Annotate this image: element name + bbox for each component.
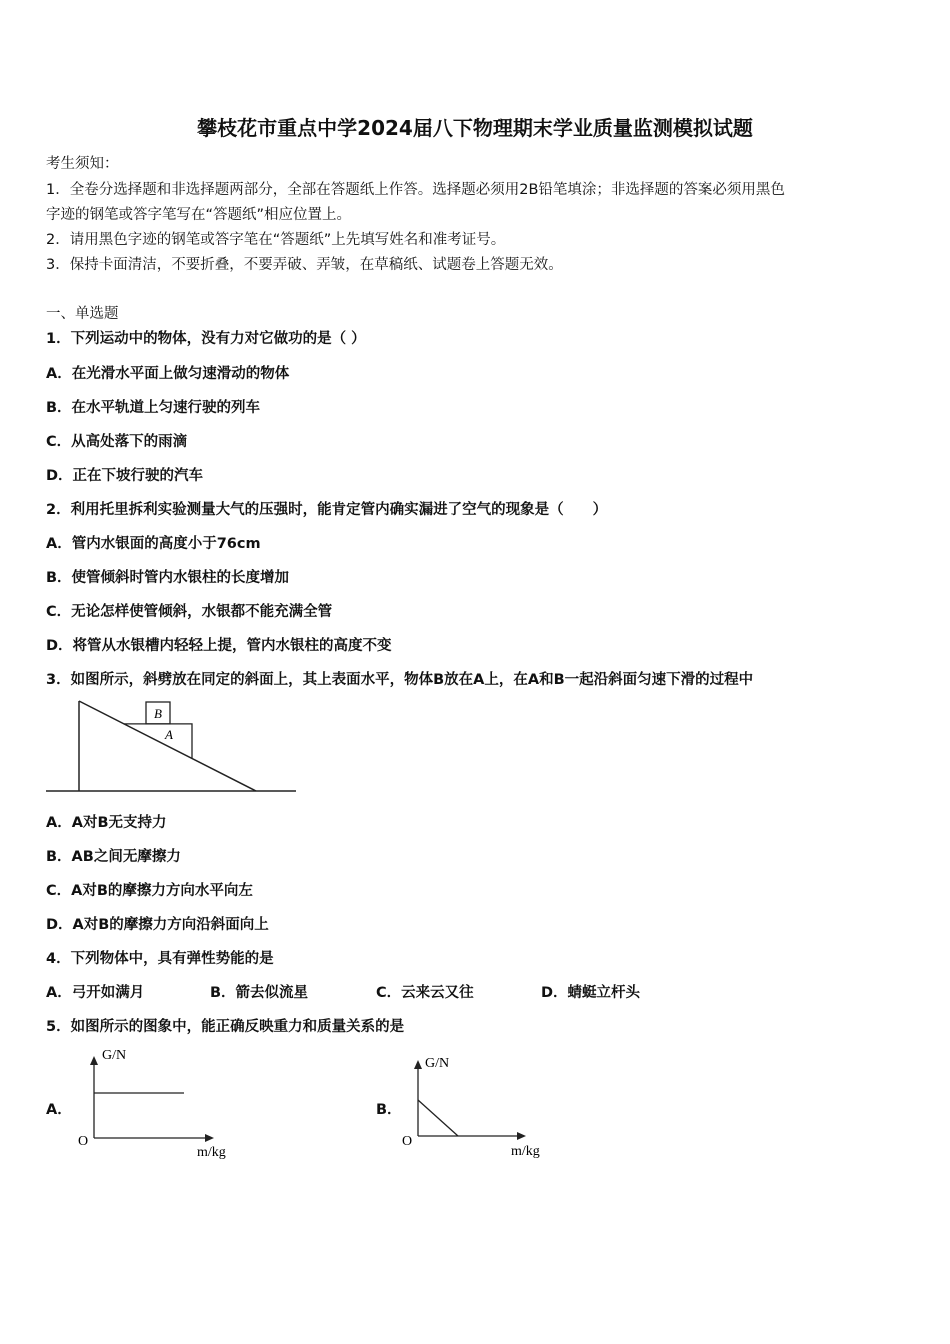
question-4-stem: 4．下列物体中，具有弹性势能的是 [46,951,274,967]
question-1-stem: 1．下列运动中的物体，没有力对它做功的是（ ） [46,331,366,347]
notice-item: 1．全卷分选择题和非选择题两部分，全部在答题纸上作答。选择题必须用2B铅笔填涂；非选择题的答案必须用黑色 [46,182,785,198]
incline-figure [44,696,300,796]
incline-slope [79,701,256,791]
question-5-option-a-label: A． [46,1102,72,1118]
question-1-option-b: B．在水平轨道上匀速行驶的列车 [46,400,261,416]
question-3-option-a: A．A对B无支持力 [46,815,167,831]
section-heading: 一、单选题 [46,306,119,322]
question-1-option-d: D．正在下坡行驶的汽车 [46,468,204,484]
wedge-a-label: A [165,727,173,742]
question-4-option-d: D．蜻蜓立杆头 [541,985,641,1001]
notice-heading: 考生须知： [46,156,119,172]
question-2-option-d: D．将管从水银槽内轻轻上提，管内水银柱的高度不变 [46,638,392,654]
question-5-stem: 5．如图所示的图象中，能正确反映重力和质量关系的是 [46,1019,405,1035]
question-3-stem: 3．如图所示，斜劈放在同定的斜面上，其上表面水平，物体B放在A上，在A和B一起沿斜面匀速下滑的过程中 [46,672,754,688]
question-5-option-b-label: B． [376,1102,402,1118]
notice-item: 2．请用黑色字迹的钢笔或答字笔在“答题纸”上先填写姓名和准考证号。 [46,232,506,248]
question-3-option-b: B．AB之间无摩擦力 [46,849,181,865]
graph-b-x-label: m/kg [511,1144,540,1159]
question-2-option-b: B．使管倾斜时管内水银柱的长度增加 [46,570,290,586]
graph-b-x-arrow [517,1132,526,1140]
question-3-option-c: C．A对B的摩擦力方向水平向左 [46,883,253,899]
graph-b-y-arrow [414,1060,422,1069]
question-2-option-c: C．无论怎样使管倾斜，水银都不能充满全管 [46,604,333,620]
question-4-option-c: C．云来云又往 [376,985,474,1001]
graph-a-y-label: G/N [102,1048,127,1063]
question-1-option-c: C．从高处落下的雨滴 [46,434,188,450]
notice-item: 3．保持卡面清洁，不要折叠，不要弄破、弄皱，在草稿纸、试题卷上答题无效。 [46,257,563,273]
graph-b [398,1046,558,1164]
graph-a-x-arrow [205,1134,214,1142]
question-4-option-b: B．箭去似流星 [210,985,309,1001]
question-2-stem: 2．利用托里拆利实验测量大气的压强时，能肯定管内确实漏进了空气的现象是（ ） [46,502,608,518]
question-3-option-d: D．A对B的摩擦力方向沿斜面向上 [46,917,269,933]
graph-a-y-arrow [90,1056,98,1065]
question-2-option-a: A．管内水银面的高度小于76cm [46,536,261,552]
graph-a [72,1042,252,1162]
graph-a-x-label: m/kg [197,1145,226,1160]
page-title: 攀枝花市重点中学2024届八下物理期末学业质量监测模拟试题 [197,116,753,140]
block-b-label: B [154,706,162,721]
graph-b-origin: O [402,1134,413,1149]
question-4-option-a: A．弓开如满月 [46,985,145,1001]
question-1-option-a: A．在光滑水平面上做匀速滑动的物体 [46,366,290,382]
notice-item: 字迹的钢笔或答字笔写在“答题纸”相应位置上。 [46,207,352,223]
graph-b-line [418,1100,458,1136]
graph-b-y-label: G/N [425,1056,450,1071]
graph-a-origin: O [78,1134,89,1149]
